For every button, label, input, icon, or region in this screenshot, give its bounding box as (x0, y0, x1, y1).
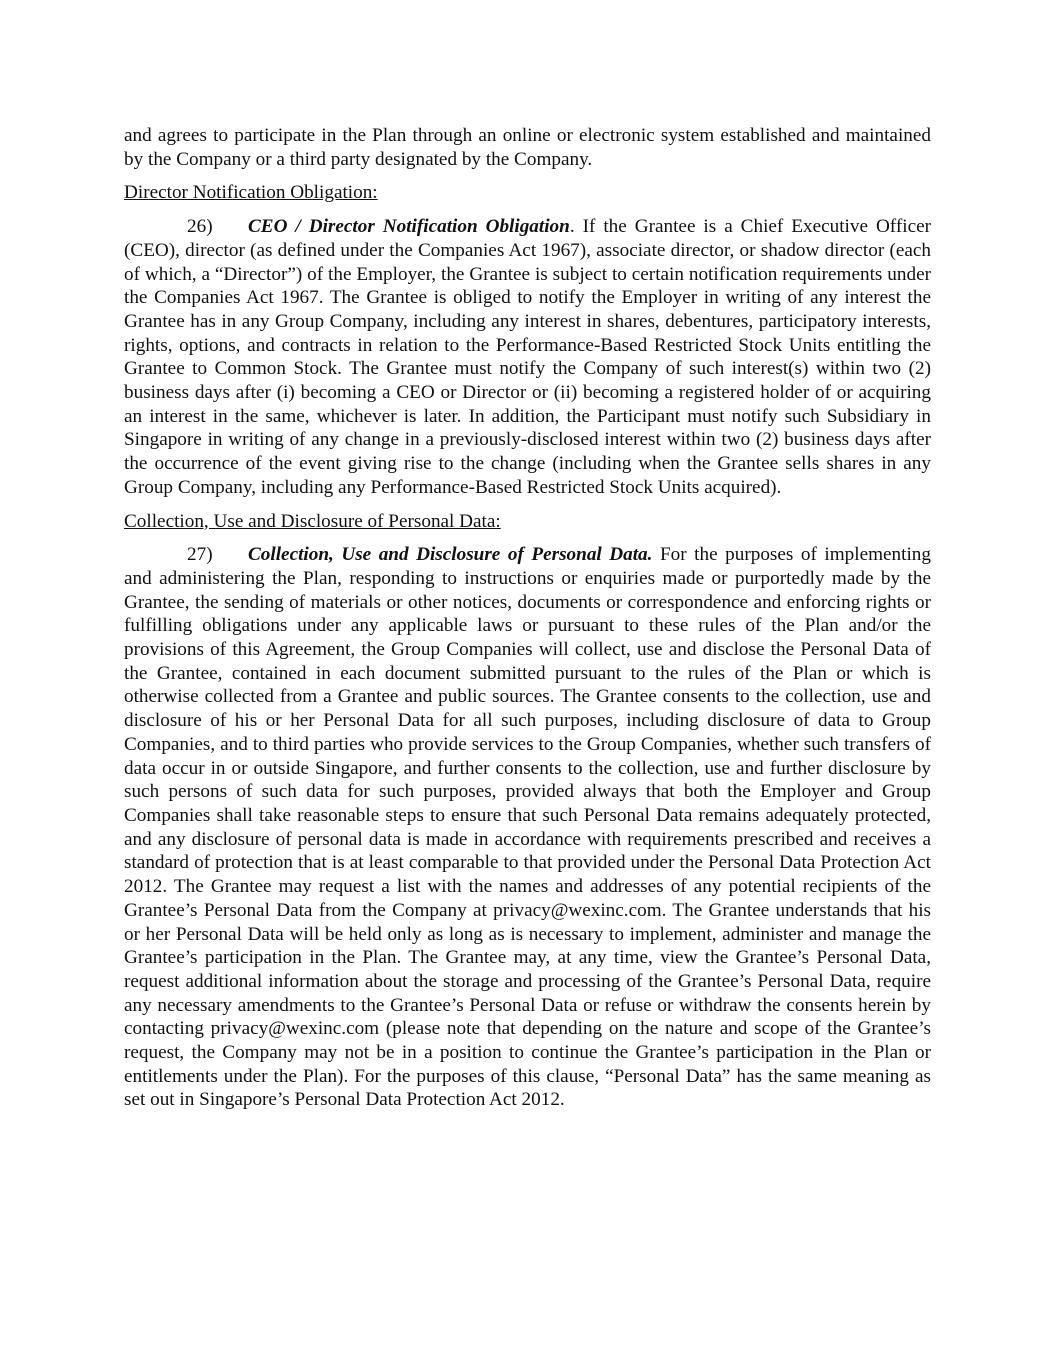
director-section-heading: Director Notification Obligation: (124, 182, 378, 204)
intro-paragraph: and agrees to participate in the Plan through an online or electronic system established and maintained by the Company or a third party designated by the Company. (124, 125, 931, 170)
clause-26-body: . If the Grantee is a Chief Executive Officer (CEO), director (as defined under the Companies Act 1967), associate director, or shadow director (each of which, a “Director”) of the Employer, the Grantee is subject to certain notification requirements under the Companies Act 1967. The Grantee is obliged to notify the Employer in writing of any interest the Grantee has in any Group Company, including any interest in shares, debentures, participatory interests, rights, options, and contracts in relation to the Performance-Based Restricted Stock Units entitling the Grantee to Common Stock. The Grantee must notify the Company of such interest(s) within two (2) business days after (i) becoming a CEO or Director or (ii) becoming a registered holder of or acquiring an interest in the same, whichever is later. In addition, the Participant must notify such Subsidiary in Singapore in writing of any change in a previously-disclosed interest within two (2) business days after the occurrence of the event giving rise to the change (including when the Grantee sells shares in any Group Company, including any Performance-Based Restricted Stock Units acquired). (124, 216, 931, 498)
personal-data-section-heading: Collection, Use and Disclosure of Personal Data: (124, 510, 501, 532)
clause-26 (124, 215, 931, 499)
clause-27-body: For the purposes of implementing and administering the Plan, responding to instructions or enquiries made or purportedly made by the Grantee, the sending of materials or other notices, documents or correspondence and enforcing rights or fulfilling obligations under any applicable laws or pursuant to these rules of the Plan and/or the provisions of this Agreement, the Group Companies will collect, use and disclose the Personal Data of the Grantee, contained in each document submitted pursuant to the rules of the Plan or which is otherwise collected from a Grantee and public sources. The Grantee consents to the collection, use and disclosure of his or her Personal Data for all such purposes, including disclosure of data to Group Companies, and to third parties who provide services to the Group Companies, whether such transfers of data occur in or outside Singapore, and further consents to the collection, use and further disclosure by such persons of such data for such purposes, provided always that both the Employer and Group Companies shall take reasonable steps to ensure that such Personal Data remains adequately protected, and any disclosure of personal data is made in accordance with requirements prescribed and receives a standard of protection that is at least comparable to that provided under the Personal Data Protection Act 2012. The Grantee may request a list with the names and addresses of any potential recipients of the Grantee’s Personal Data from the Company at privacy@wexinc.com. The Grantee understands that his or her Personal Data will be held only as long as is necessary to implement, administer and manage the Grantee’s participation in the Plan. The Grantee may, at any time, view the Grantee’s Personal Data, request additional information about the storage and processing of the Grantee’s Personal Data, require any necessary amendments to the Grantee’s Personal Data or refuse or withdraw the consents herein by contacting privacy@wexinc.com (please note that depending on the nature and scope of the Grantee’s request, the Company may not be in a position to continue the Grantee’s participation in the Plan or entitlements under the Plan). For the purposes of this clause, “Personal Data” has the same meaning as set out in Singapore’s Personal Data Protection Act 2012. (124, 544, 931, 1111)
clause-27-number: 27) (187, 544, 213, 566)
clause-26-number: 26) (187, 216, 213, 238)
clause-27 (124, 543, 931, 1112)
clause-26-title: CEO / Director Notification Obligation (248, 216, 570, 238)
clause-27-title: Collection, Use and Disclosure of Personal Data. (248, 544, 653, 566)
document-page (124, 124, 931, 1112)
